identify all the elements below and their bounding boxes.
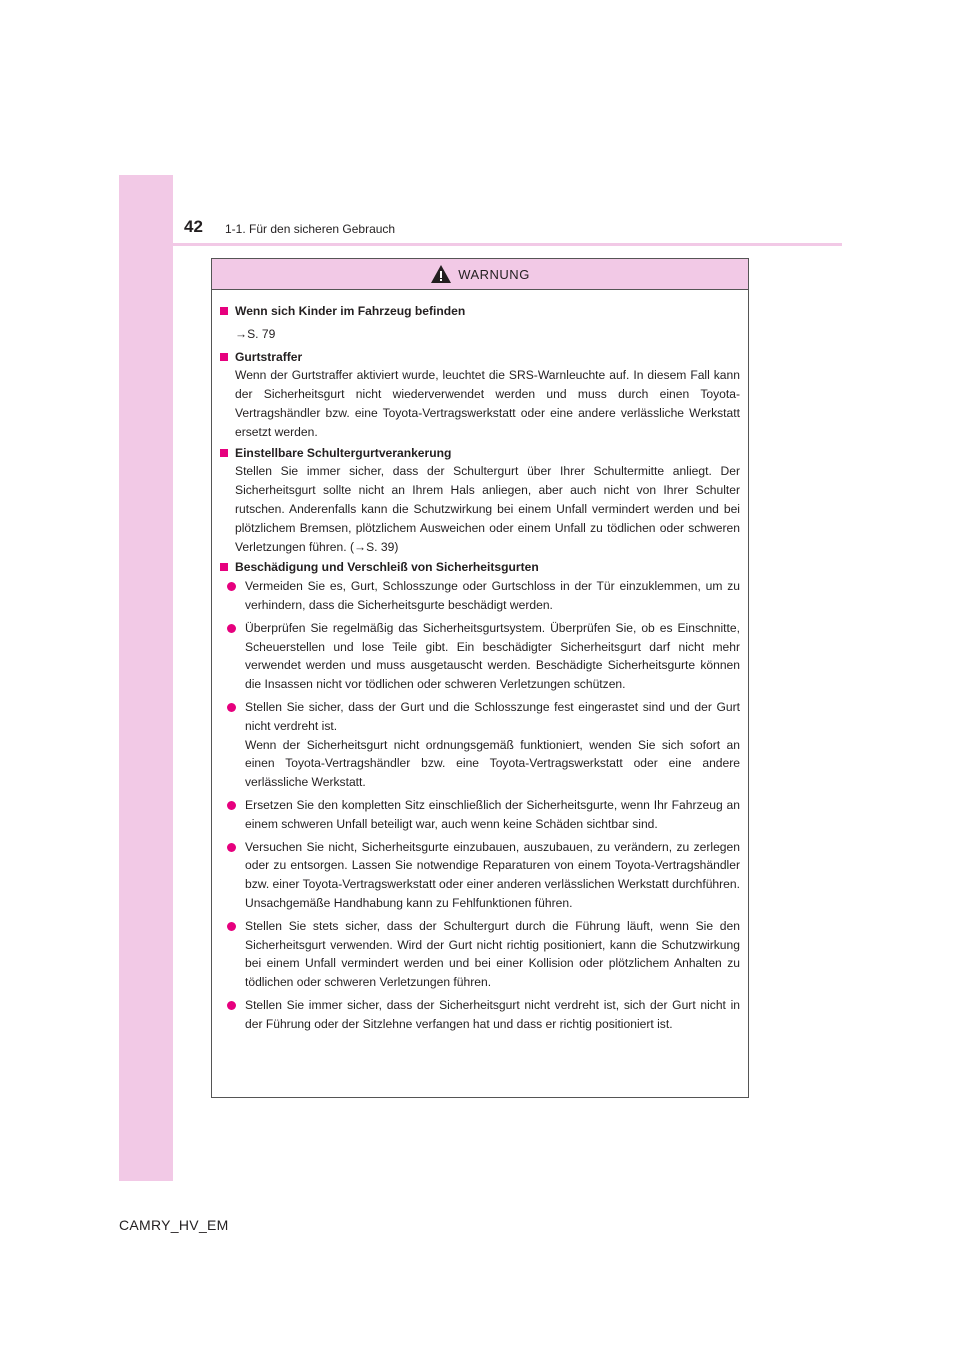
page-number: 42 — [184, 217, 203, 236]
square-bullet-icon — [220, 563, 228, 571]
circle-bullet-icon — [227, 843, 236, 852]
circle-bullet-icon — [227, 801, 236, 810]
warning-title: WARNUNG — [458, 266, 530, 282]
list-item: Ersetzen Sie den kompletten Sitz einschließlich der Sicherheitsgurte, wenn Ihr Fahrzeug an einem schweren Unfall beteiligt war, auch wenn keine Schäden sichtbar sind. — [220, 796, 740, 834]
warning-body — [212, 290, 748, 1033]
list-item: Vermeiden Sie es, Gurt, Schlosszunge oder Gurtschloss in der Tür einzuklemmen, um zu verhindern, dass die Sicherheitsgurte beschädigt werden. — [220, 577, 740, 615]
warning-section — [220, 302, 740, 344]
list-item: Stellen Sie immer sicher, dass der Sicherheitsgurt nicht verdreht ist, sich der Gurt nicht in der Führung oder der Sitzlehne verfangen hat und dass er richtig positioniert ist. — [220, 996, 740, 1034]
list-item: Überprüfen Sie regelmäßig das Sicherheitsgurtsystem. Überprüfen Sie, ob es Einschnitte, Scheuerstellen und lose Teile gibt. Ein beschädigter Sicherheitsgurt darf nicht mehr verwendet werden und muss ausgetauscht werden. Beschädigte Sicherheitsgurte können die Insassen nicht vor tödlichen oder schweren Verletzungen schützen. — [220, 619, 740, 694]
circle-bullet-icon — [227, 922, 236, 931]
square-bullet-icon — [220, 353, 228, 361]
section-text: Stellen Sie immer sicher, dass der Schultergurt über Ihrer Schultermitte anliegt. Der Sicherheitsgurt sollte nicht an Ihrem Hals anliegen, aber auch nicht von Ihrer Schulter rutschen. Anderenfalls kann die Schutzwirkung bei einem Unfall vermindert werden und bei plötzlichem Bremsen, plötzlichem Ausweichen oder einem Unfall zu tödlichen oder schweren Verletzungen führen. (→S. 39) — [235, 464, 740, 554]
section-title: 1-1. Für den sicheren Gebrauch — [225, 222, 396, 236]
list-item: Stellen Sie stets sicher, dass der Schultergurt durch die Führung läuft, wenn Sie den Sicherheitsgurt verwenden. Wird der Gurt nicht richtig positioniert, kann die Schutzwirkung bei einem Unfall vermindert werden und bei einer Kollision oder plötzlichem Anhalten zu tödlichen oder schweren Verletzungen führen. — [220, 917, 740, 992]
warning-triangle-icon — [430, 264, 452, 284]
section-heading: Wenn sich Kinder im Fahrzeug befinden — [235, 304, 466, 318]
footer-code: CAMRY_HV_EM — [119, 1217, 229, 1233]
section-heading: Gurtstraffer — [235, 349, 303, 364]
page-reference: →S. 79 — [235, 326, 276, 341]
warning-section — [220, 444, 740, 557]
circle-bullet-icon — [227, 624, 236, 633]
square-bullet-icon — [220, 449, 228, 457]
list-item: Stellen Sie sicher, dass der Gurt und die Schlosszunge fest eingerastet sind und der Gurt nicht verdreht ist. Wenn der Sicherheitsgurt nicht ordnungsgemäß funktioniert, wenden Sie sich sofort an einen Toyota-Vertragshändler bzw. eine Toyota-Vertragswerkstatt oder eine andere verlässliche Werkstatt. — [220, 698, 740, 792]
side-color-band — [119, 175, 173, 1181]
header-rule — [119, 243, 842, 246]
section-text: Wenn der Gurtstraffer aktiviert wurde, leuchtet die SRS-Warnleuchte auf. In diesem Fall kann der Sicherheitsgurt nicht wiederverwendet werden und muss durch einen Toyota-Vertragshändler bzw. eine Toyota-Vertragswerkstatt oder eine andere verlässliche Werkstatt ersetzt werden. — [235, 368, 740, 439]
section-heading: Einstellbare Schultergurtverankerung — [235, 445, 452, 460]
section-heading: Beschädigung und Verschleiß von Sicherheitsgurten — [235, 560, 539, 575]
warning-section — [220, 558, 740, 1033]
circle-bullet-icon — [227, 582, 236, 591]
list-item: Versuchen Sie nicht, Sicherheitsgurte einzubauen, auszubauen, zu verändern, zu zerlegen oder zu entsorgen. Lassen Sie notwendige Reparaturen von einem Toyota-Vertragshändler bzw. einer Toyota-Vertragswerkstatt oder einer anderen verlässlichen Werkstatt durchführen. Unsachgemäße Handhabung kann zu Fehlfunktionen führen. — [220, 838, 740, 913]
circle-bullet-icon — [227, 1001, 236, 1010]
warning-header — [212, 259, 748, 290]
square-bullet-icon — [220, 307, 228, 315]
circle-bullet-icon — [227, 703, 236, 712]
warning-section — [220, 348, 740, 442]
warning-box — [211, 258, 749, 1098]
bullet-list — [220, 577, 740, 1033]
